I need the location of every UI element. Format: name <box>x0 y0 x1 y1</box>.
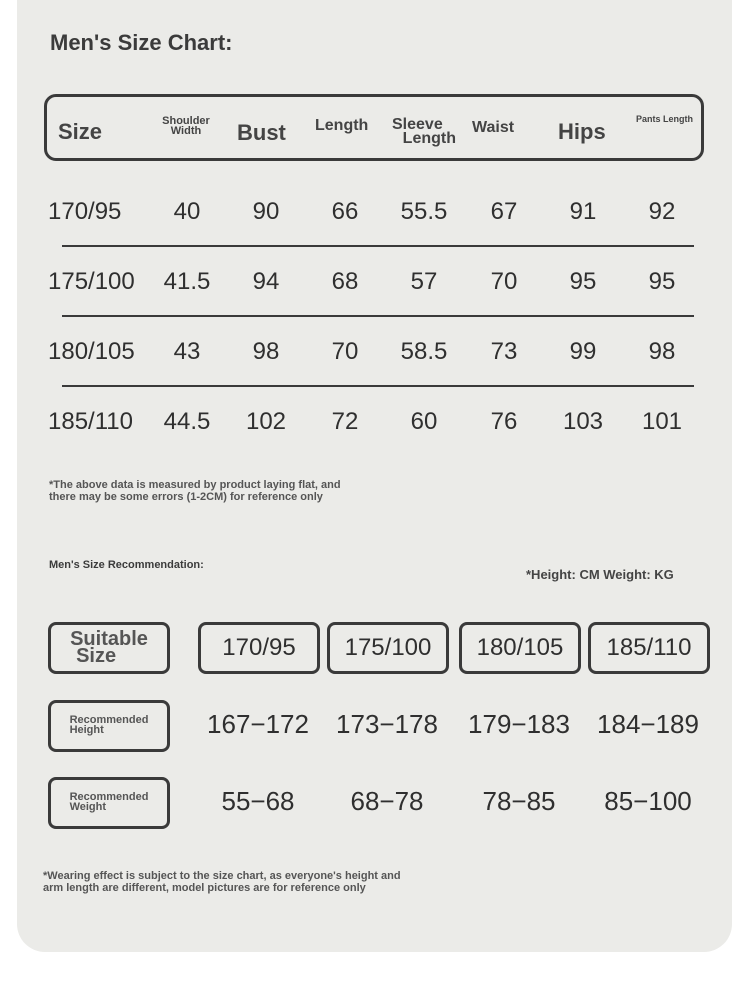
table-row <box>0 268 750 298</box>
row-divider <box>62 385 694 387</box>
measurement-cell: 60 <box>410 408 438 435</box>
recommended-size-box: 180/105 <box>459 622 581 674</box>
label-suitable-size: Suitable Size <box>48 622 170 674</box>
measurement-cell: 44.5 <box>163 408 211 435</box>
measurement-cell: 58.5 <box>400 338 448 365</box>
measurement-cell: 94 <box>252 268 280 295</box>
chart-title: Men's Size Chart: <box>50 30 233 55</box>
measurement-cell: 70 <box>490 268 518 295</box>
recommended-size-box: 170/95 <box>198 622 320 674</box>
measurement-cell: 55.5 <box>400 198 448 225</box>
table-row <box>0 198 750 228</box>
measurement-cell: 66 <box>331 198 359 225</box>
header-sleeve-length: Sleeve Length <box>392 116 456 147</box>
table-row <box>0 408 750 438</box>
measurement-cell: 73 <box>490 338 518 365</box>
measurement-cell: 102 <box>245 408 287 435</box>
measurement-note: *The above data is measured by product laying flat, and there may be some errors (1-2CM) for reference only <box>49 479 341 503</box>
recommended-height-value: 184−189 <box>597 709 699 739</box>
row-divider <box>62 245 694 247</box>
recommended-size-box: 185/110 <box>588 622 710 674</box>
row-divider <box>62 315 694 317</box>
header-size: Size <box>58 119 103 144</box>
measurement-cell: 99 <box>569 338 597 365</box>
header-shoulder-width: Shoulder Width <box>162 115 210 137</box>
recommended-size-box: 175/100 <box>327 622 449 674</box>
header-length: Length <box>315 117 369 134</box>
header-waist: Waist <box>472 119 515 136</box>
measurement-cell: 70 <box>331 338 359 365</box>
measurement-cell: 57 <box>410 268 438 295</box>
recommended-height-value: 173−178 <box>336 709 438 739</box>
recommended-weight-value: 85−100 <box>604 786 692 816</box>
measurement-cell: 43 <box>173 338 201 365</box>
header-bust: Bust <box>237 120 286 145</box>
measurement-cell: 95 <box>569 268 597 295</box>
wearing-note: *Wearing effect is subject to the size chart, as everyone's height and arm length are different, model pictures are for reference only <box>43 870 401 894</box>
header-pants-length: Pants Length <box>636 114 694 124</box>
measurement-cell: 92 <box>648 198 676 225</box>
size-cell: 175/100 <box>48 268 135 295</box>
measurement-cell: 67 <box>490 198 518 225</box>
recommendation-title: Men's Size Recommendation: <box>49 559 204 571</box>
measurement-cell: 41.5 <box>163 268 211 295</box>
recommended-weight-value: 78−85 <box>482 786 556 816</box>
recommended-weight-value: 55−68 <box>221 786 295 816</box>
measurement-cell: 91 <box>569 198 597 225</box>
units-note: *Height: CM Weight: KG <box>526 567 674 582</box>
recommended-height-value: 179−183 <box>468 709 570 739</box>
recommended-height-value: 167−172 <box>207 709 309 739</box>
header-hips: Hips <box>558 119 606 144</box>
label-recommended-weight: Recommended Weight <box>48 777 170 829</box>
measurement-cell: 95 <box>648 268 676 295</box>
measurement-cell: 76 <box>490 408 518 435</box>
measurement-cell: 103 <box>562 408 604 435</box>
table-row <box>0 338 750 368</box>
size-cell: 185/110 <box>48 408 133 435</box>
size-cell: 180/105 <box>48 338 135 365</box>
measurement-cell: 40 <box>173 198 201 225</box>
size-cell: 170/95 <box>48 198 122 225</box>
measurement-cell: 98 <box>648 338 676 365</box>
measurement-cell: 98 <box>252 338 280 365</box>
label-recommended-height: Recommended Height <box>48 700 170 752</box>
recommended-weight-value: 68−78 <box>350 786 424 816</box>
measurement-cell: 68 <box>331 268 359 295</box>
measurement-cell: 90 <box>252 198 280 225</box>
measurement-cell: 101 <box>641 408 683 435</box>
measurement-cell: 72 <box>331 408 359 435</box>
